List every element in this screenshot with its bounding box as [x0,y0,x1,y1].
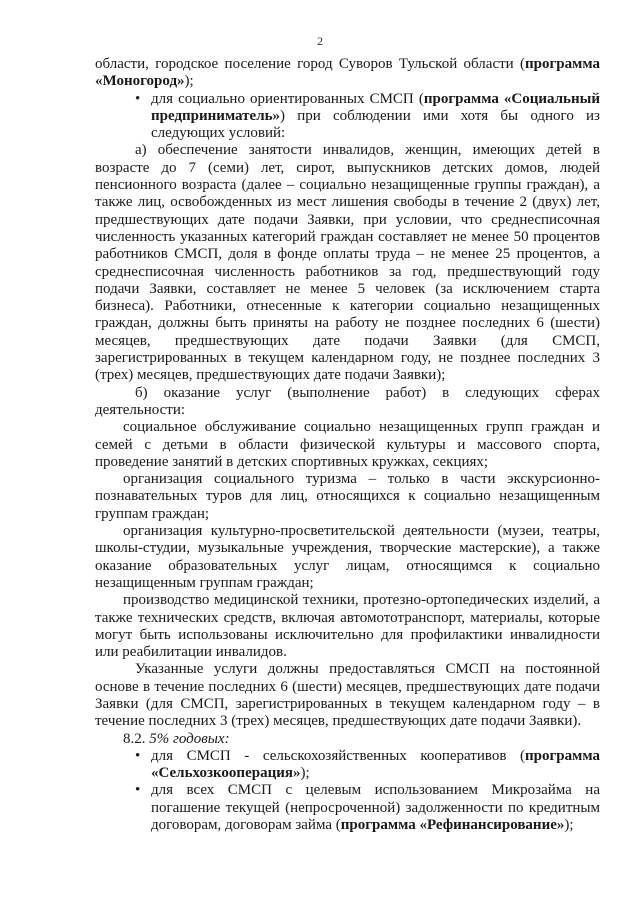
text-span: для социально ориентированных СМСП ( [151,90,424,107]
program-name: программа «Рефинансирование» [340,817,565,834]
text-span: области, городское поселение город Суворов Тульской области ( [95,56,526,72]
document-body [95,56,600,834]
text-span: ); [184,73,194,90]
section-number: 8.2. [123,730,150,747]
bullet-icon: • [135,782,141,799]
program-name: программа «Моногород» [95,56,600,90]
text-span: ) при соблюдении ими хотя бы одного из следующих условий: [151,107,600,142]
text-span: для всех СМСП с целевым использованием Микрозайма на погашение текущей (непросроченной) задолженности по кредитным договорам, договорам займа ( [151,782,600,834]
program-name: программа «Сельхозкооперация» [151,747,600,782]
sphere-culture-education: организация культурно-просветительской деятельности (музеи, театры, школы-студии, музыкальные учреждения, творческие мастерские), а также оказание образовательных услуг лицам, относящимся к социально незащищенным группам граждан; [95,523,600,591]
text-span: ); [300,765,310,782]
text-span: для СМСП - сельскохозяйственных кооперативов ( [151,747,526,764]
page-number: 2 [317,34,323,48]
bullet-text [151,782,600,834]
section-8-2-heading [95,731,600,748]
sphere-social-tourism: организация социального туризма – только в части экскурсионно-познавательных туров для лиц, относящихся к социально незащищенным группам граждан; [95,471,600,522]
services-note: Указанные услуги должны предоставляться СМСП на постоянной основе в течение последних 6 (шести) месяцев, предшествующих дате подачи Заявки (для СМСП, зарегистрированных в текущем календарном году – в течение последних 3 (трех) месяцев, предшествующих дате подачи Заявки). [95,661,600,730]
program-name: программа «Социальный предприниматель» [151,90,600,124]
bullet-agro-cooperative [95,748,600,783]
section-rate: 5% годовых: [149,730,230,747]
condition-a: а) обеспечение занятости инвалидов, женщин, имеющих детей в возрасте до 7 (семи) лет, сирот, выпускников детских домов, людей пенсионного возраста (далее – социально незащищенные группы граждан), а также лиц, освобожденных из мест лишения свободы в течение 2 (двух) лет, предшествующих дате подачи Заявки, при условии, что среднесписочная численность указанных категорий граждан составляет не менее 50 процентов работников СМСП, доля в фонде оплаты труда – не менее 25 процентов, а среднесписочная численность работников за год, предшествующий году подачи Заявки, составляет не менее 5 человек (за исключением старта бизнеса). Работники, отнесенные к категории социально незащищенных граждан, должны быть приняты на работу не позднее последних 6 (шести) месяцев, предшествующих дате подачи Заявки (для СМСП, зарегистрированных в текущем календарном году, не позднее последних 3 (трех) месяцев, предшествующих дате подачи Заявки); [95,142,600,384]
bullet-text [151,91,600,143]
bullet-text [151,748,600,783]
sphere-medical-equipment: производство медицинской техники, протезно-ортопедических изделий, а также технических средств, включая автомототранспорт, материалы, которые могут быть использованы исключительно для профилактики инвалидности или реабилитации инвалидов. [95,592,600,661]
sphere-social-service: социальное обслуживание социально незащищенных групп граждан и семей с детьми в области физической культуры и массового спорта, проведение занятий в детских спортивных кружках, секциях; [95,419,600,470]
text-span: ); [564,817,574,834]
bullet-icon: • [135,747,141,764]
condition-b: б) оказание услуг (выполнение работ) в следующих сферах деятельности: [95,384,600,418]
bullet-icon: • [135,90,141,107]
bullet-refinancing [95,782,600,834]
paragraph-monogorod [95,56,600,91]
bullet-social-entrepreneur [95,91,600,143]
